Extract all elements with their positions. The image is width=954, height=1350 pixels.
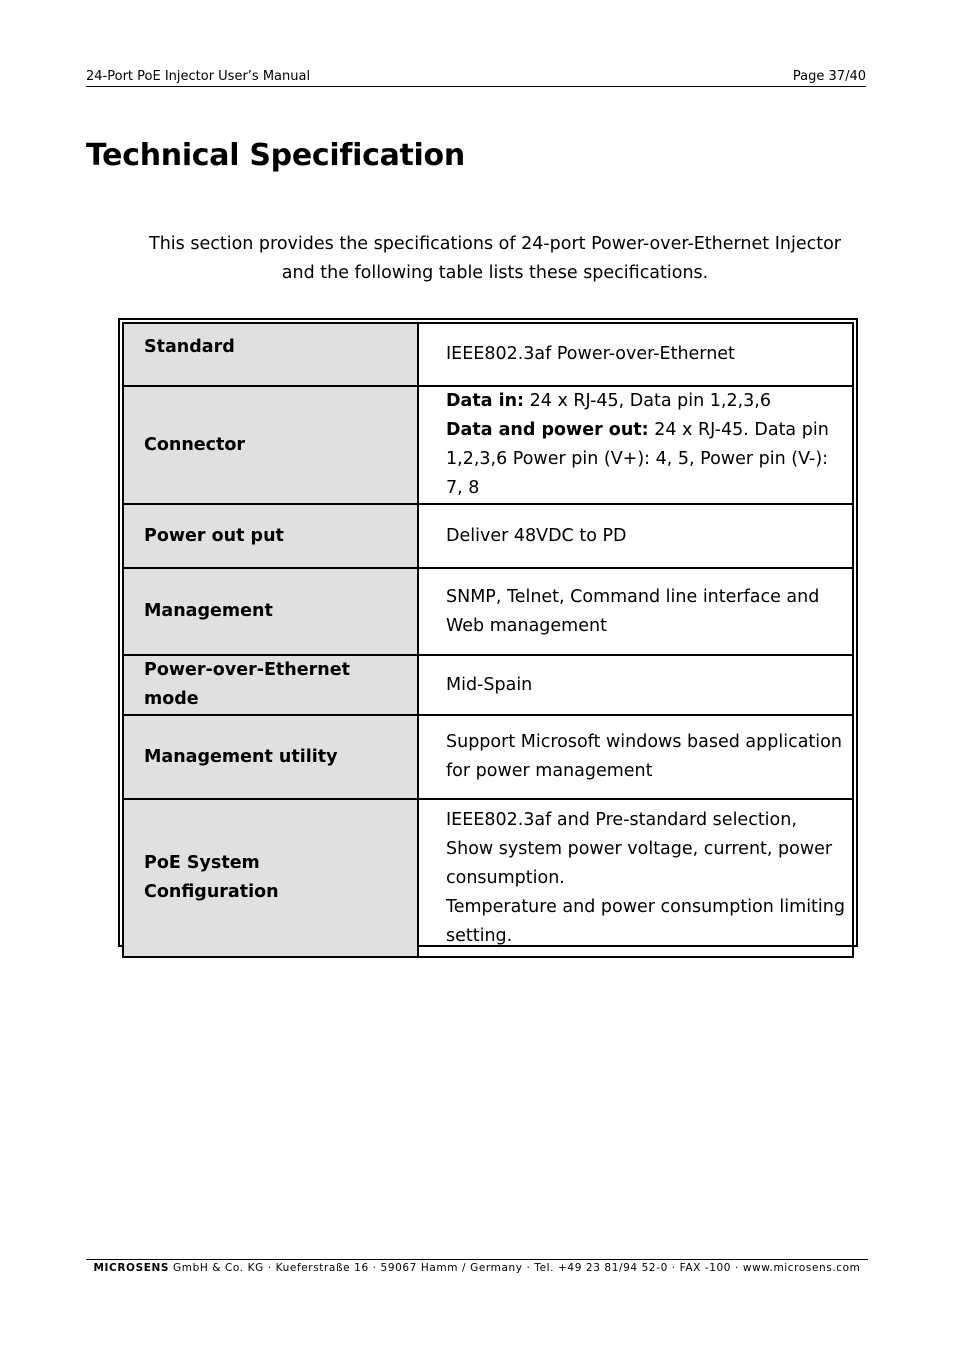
intro-line-2: and the following table lists these specifications. <box>281 263 709 283</box>
spec-value <box>418 799 853 957</box>
table-row <box>123 386 853 504</box>
spec-table-frame <box>118 318 858 947</box>
spec-value: Support Microsoft windows based application for power management <box>418 715 853 799</box>
spec-value: SNMP, Telnet, Command line interface and Web management <box>418 568 853 655</box>
intro-paragraph <box>130 230 860 288</box>
spec-value <box>418 386 853 504</box>
table-row <box>123 323 853 386</box>
data-in-label: Data in: <box>446 391 525 411</box>
table-row <box>123 504 853 568</box>
manual-title: 24-Port PoE Injector User’s Manual <box>86 69 311 84</box>
spec-value-line: Temperature and power consumption limiting setting. <box>446 896 845 946</box>
page-footer <box>86 1259 868 1274</box>
data-in-value: 24 x RJ-45, Data pin 1,2,3,6 <box>524 391 771 411</box>
table-row <box>123 799 853 957</box>
spec-key: Power out put <box>123 504 418 568</box>
spec-key <box>123 799 418 957</box>
spec-value-line: Show system power voltage, current, power consumption. <box>446 838 833 888</box>
table-row <box>123 655 853 715</box>
spec-key: Connector <box>123 386 418 504</box>
data-power-label: Data and power out: <box>446 420 649 440</box>
spec-value: IEEE802.3af Power-over-Ethernet <box>418 323 853 386</box>
intro-line-1: This section provides the specifications of 24-port Power-over-Ethernet Injector <box>149 234 841 254</box>
table-row <box>123 715 853 799</box>
spec-table <box>122 322 854 958</box>
company-name: MICROSENS <box>93 1262 170 1274</box>
page-header <box>86 67 866 87</box>
page-title: Technical Specification <box>86 138 465 173</box>
spec-key: Standard <box>123 323 418 386</box>
spec-key-line: Configuration <box>144 882 279 902</box>
spec-value: Deliver 48VDC to PD <box>418 504 853 568</box>
spec-key: Management utility <box>123 715 418 799</box>
company-details: GmbH & Co. KG · Kueferstraße 16 · 59067 Hamm / Germany · Tel. +49 23 81/94 52-0 · FAX -100 · www.microsens.com <box>169 1262 861 1274</box>
spec-key-line: PoE System <box>144 853 260 873</box>
spec-value: Mid-Spain <box>418 655 853 715</box>
table-row <box>123 568 853 655</box>
spec-value-line: IEEE802.3af and Pre-standard selection, <box>446 809 797 830</box>
spec-key: Power-over-Ethernet mode <box>123 655 418 715</box>
page-number: Page 37/40 <box>792 69 866 84</box>
data-power-value: 24 x RJ-45. Data pin 1,2,3,6 Power pin (V+): 4, 5, Power pin (V-): 7, 8 <box>446 420 829 498</box>
spec-key: Management <box>123 568 418 655</box>
